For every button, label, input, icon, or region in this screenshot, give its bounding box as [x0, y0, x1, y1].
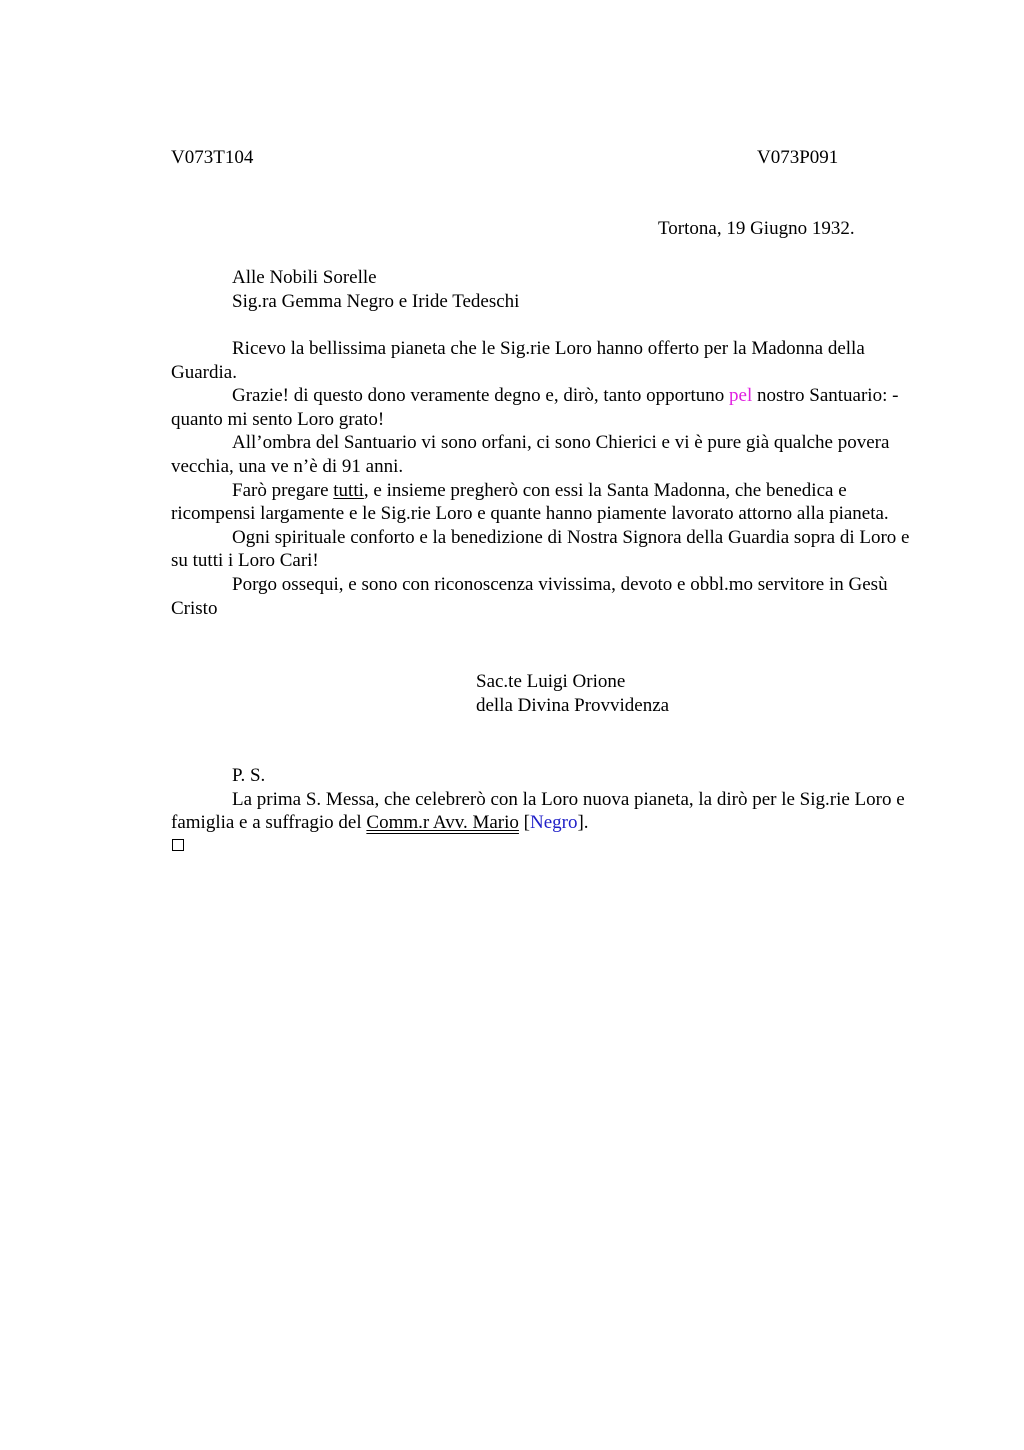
underlined-word-tutti: tutti [333, 479, 364, 501]
highlighted-word-negro: Negro [530, 812, 578, 834]
recipient-address [232, 266, 519, 314]
signature-line-2: della Divina Provvidenza [476, 694, 670, 716]
signature-block [476, 670, 669, 717]
document-code-left: V073T104 [171, 147, 254, 168]
body-paragraph-2-start: Grazie! di questo dono veramente degno e, dirò, tanto opportuno [232, 385, 730, 407]
signature-line-1: Sac.te Luigi Orione [476, 671, 626, 692]
dateline: Tortona, 19 Giugno 1932. [658, 218, 855, 239]
body-paragraph-4-end: , e insieme pregherò con essi la Santa Madonna, che benedica e ricompensi largamente e le Sig.rie Loro e quante hanno piamente lavorato attorno alla pianeta. [171, 479, 889, 525]
body-paragraph-5: Ogni spirituale conforto e la benedizione di Nostra Signora della Guardia sopra di Loro e su tutti i Loro Cari! [171, 526, 910, 572]
double-underlined-name: Comm.r Avv. Mario [366, 812, 519, 834]
bracket-open: [ [518, 812, 530, 834]
document-code-right: V073P091 [757, 147, 839, 168]
letter-body [171, 337, 923, 620]
bracket-close: ]. [577, 812, 589, 834]
postscript-text-start: La prima S. Messa, che celebrerò con la Loro nuova pianeta, la dirò per le Sig.rie Loro e famiglia e a suffragio del [171, 788, 905, 834]
body-paragraph-3: All’ombra del Santuario vi sono orfani, ci sono Chierici e vi è pure già qualche povera vecchia, una ve n’è di 91 anni. [171, 432, 890, 477]
postscript-text [171, 788, 923, 835]
postscript [171, 764, 923, 835]
address-line-2: Sig.ra Gemma Negro e Iride Tedeschi [232, 291, 520, 312]
body-paragraph-4-start: Farò pregare [232, 479, 334, 501]
body-paragraph-6: Porgo ossequi, e sono con riconoscenza vivissima, devoto e obbl.mo servitore in Gesù Cristo [171, 573, 888, 619]
body-paragraph-2-end: nostro Santuario: - quanto mi sento Loro grato! [171, 385, 899, 430]
end-marker-box-icon [172, 839, 184, 851]
postscript-heading: P. S. [232, 765, 266, 786]
body-paragraph-1: Ricevo la bellissima pianeta che le Sig.rie Loro hanno offerto per la Madonna della Guardia. [171, 338, 865, 383]
address-line-1: Alle Nobili Sorelle [232, 267, 377, 288]
body-paragraph-2 [171, 384, 923, 431]
body-paragraph-4 [171, 479, 923, 526]
highlighted-word-pel: pel [729, 385, 753, 407]
